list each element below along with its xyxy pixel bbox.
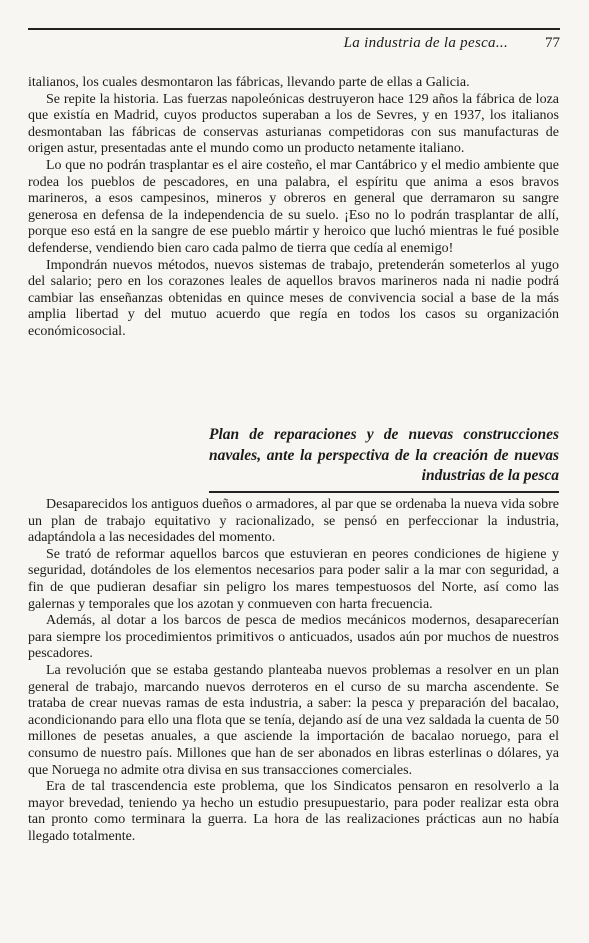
- paragraph: Era de tal trascendencia este problema, que los Sindicatos pensaron en resolverlo a la mayor brevedad, teniendo ya hecho un estudio presupuestario, para poder realizar esta obra tan pronto como terminara la guerra. La hora de las realizaciones prácticas aun no había llegado totalmente.: [28, 779, 559, 844]
- paragraph: Se trató de reformar aquellos barcos que estuvieran en peores condiciones de higiene y seguridad, dotándoles de los elementos necesarios para poder salir a la mar con seguridad, a fin de que pudieran desafiar sin peligro los mares tempestuosos del Norte, así como las galernas y temporales que los azotan y conmueven con harta frecuencia.: [28, 546, 559, 612]
- paragraph: Lo que no podrán trasplantar es el aire costeño, el mar Cantábrico y el medio ambiente que rodea los pueblos de pescadores, en una palabra, el espíritu que anima a esos bravos marineros, a esos campesinos, mineros y obreros en general que derramaron su sangre generosa en defensa de la independencia de su suelo. ¡Eso no lo podrán trasplantar de allí, porque eso está en la sangre de ese pueblo mártir y heroico que luchó mientras le fué posible defenderse, vendiendo bien caro cada palmo de tierra que cedía al enemigo!: [28, 157, 559, 256]
- paragraph: La revolución que se estaba gestando planteaba nuevos problemas a resolver en un plan general de trabajo, marcando nuevos derroteros en el curso de su marcha ascendente. Se trataba de crear nuevas ramas de esta industria, a saber: la pesca y preparación del bacalao, acondicionando para ello una flota que se tenía, dejando así de una vez saldada la cuenta de 50 millones de pesetas anuales, a que asciende la importación de bacalao noruego, para el consumo de nuestro país. Millones que han de ser abonados en libras esterlinas o dólares, ya que Noruega no admite otra divisa en sus transacciones comerciales.: [28, 662, 559, 778]
- page-number: 77: [545, 35, 560, 51]
- section-heading: Plan de reparaciones y de nuevas construcciones navales, ante la perspectiva de la creación de nuevas industrias de la pesca: [209, 426, 559, 484]
- paragraph: Además, al dotar a los barcos de pesca de medios mecánicos modernos, desaparecerían para siempre los procedimientos primitivos o anticuados, usados aún por muchos de nuestros pescadores.: [28, 613, 559, 662]
- paragraph: Impondrán nuevos métodos, nuevos sistemas de trabajo, pretenderán someterlos al yugo del salario; pero en los corazones leales de aquellos bravos marineros nada ni nadie podrá cambiar las enseñanzas obtenidas en quince meses de convivencia social a base de la más amplia libertad y del mutuo acuerdo que regía en todos los casos su organización económicosocial.: [28, 257, 559, 339]
- heading-rule: [209, 491, 559, 493]
- running-title: La industria de la pesca...: [343, 35, 508, 51]
- paragraph: Se repite la historia. Las fuerzas napoleónicas destruyeron hace 129 años la fábrica de loza que existía en Madrid, cuyos productos superaban a los de Sevres, y en 1937, los italianos desmontaban las fábricas de conservas asturianas competidoras con sus manufacturas de origen astur, presentadas ante el mundo como un producto netamente italiano.: [28, 91, 559, 157]
- paragraph: italianos, los cuales desmontaron las fábricas, llevando parte de ellas a Galicia.: [28, 75, 470, 90]
- page-header: [28, 28, 560, 54]
- text-block-section: [28, 497, 559, 845]
- paragraph: Desaparecidos los antiguos dueños o armadores, al par que se ordenaba la nueva vida sobre un plan de trabajo equitativo y racionalizado, se pensó en perfeccionar la industria, adaptándola a las necesidades del momento.: [28, 497, 559, 546]
- text-block-continuation: [28, 75, 559, 341]
